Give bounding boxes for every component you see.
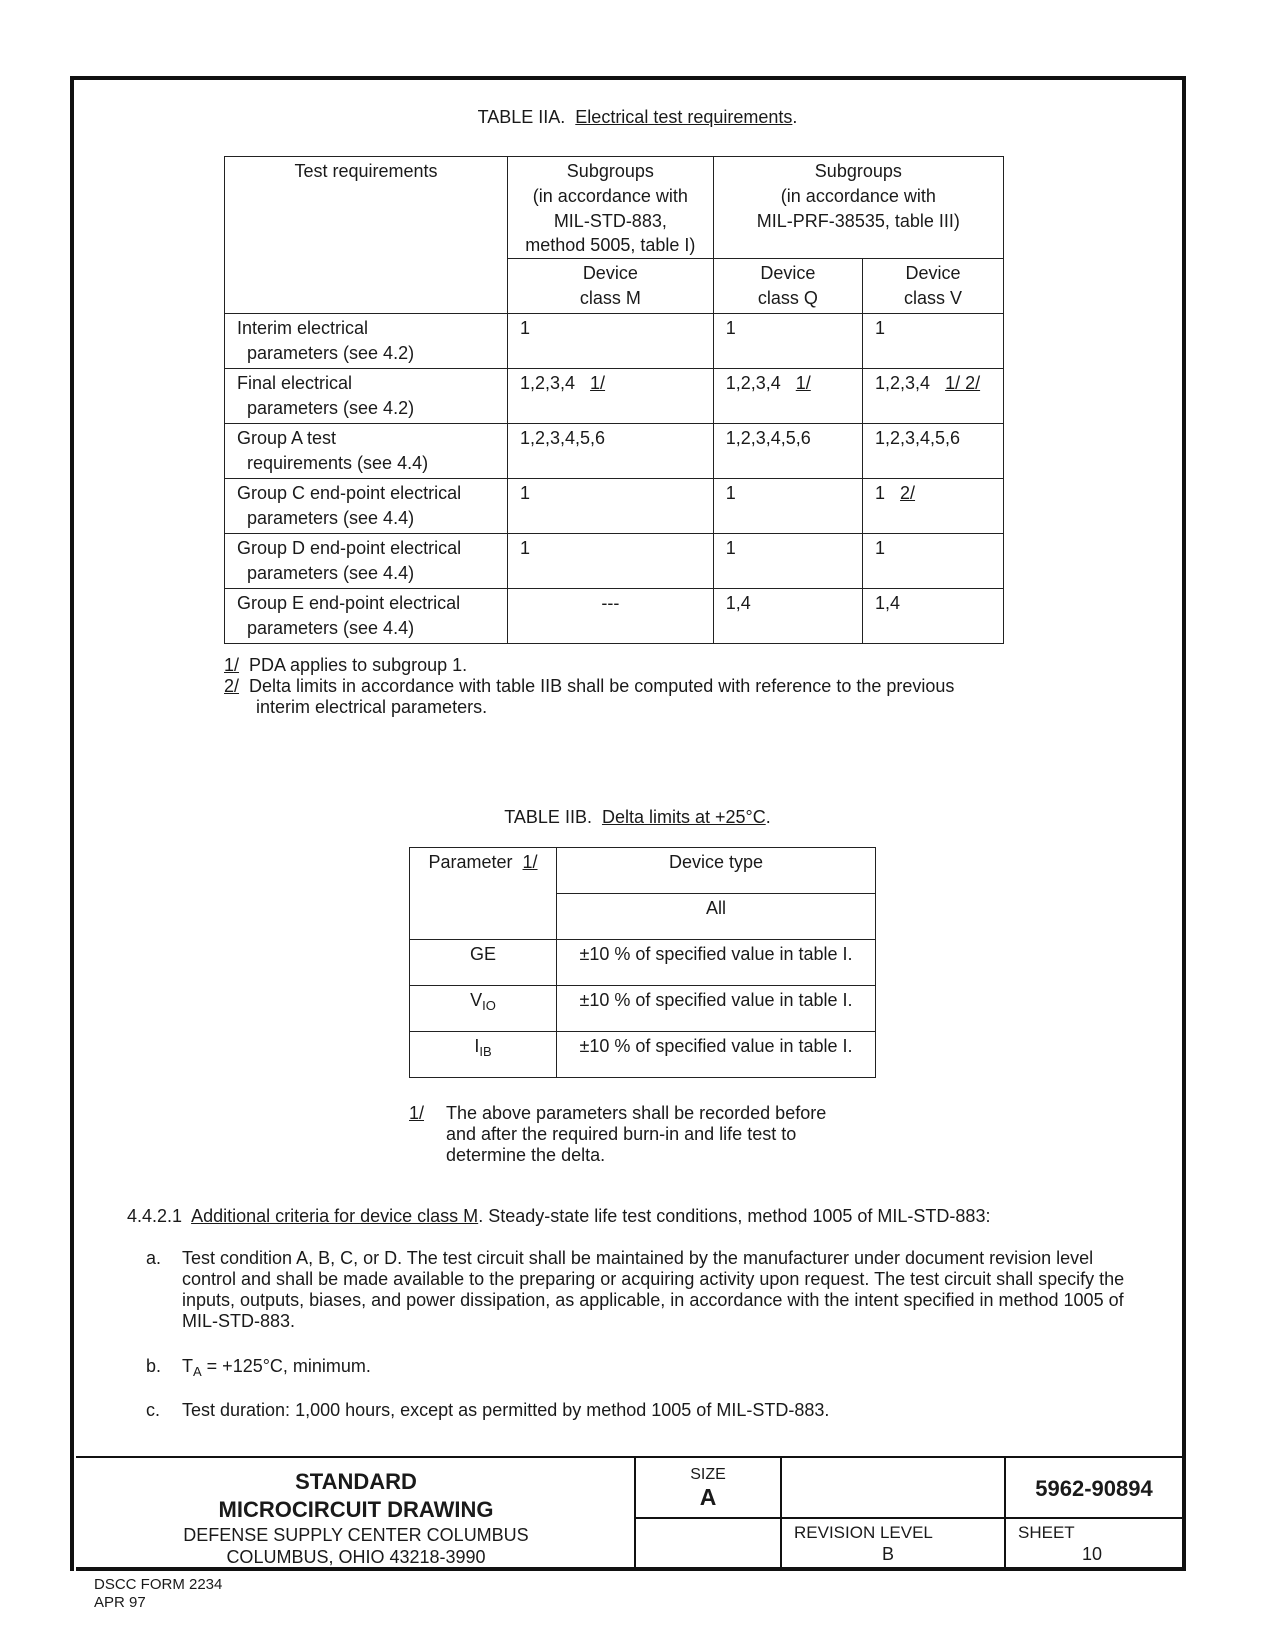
table-row <box>410 940 876 986</box>
param-symbol: V <box>470 990 483 1010</box>
req-line: parameters (see 4.2) <box>247 343 415 363</box>
class-q-value: 1 <box>725 483 736 503</box>
limit-text: ±10 % of specified value in table I. <box>579 990 853 1010</box>
header-class-v <box>863 259 1004 314</box>
hdr-38535-line: MIL-PRF-38535, table III) <box>756 211 960 231</box>
class-m-value: --- <box>601 593 620 613</box>
footer-title-line-1: STANDARD <box>295 1469 417 1494</box>
class-q-cell <box>713 589 862 644</box>
table-2a-caption-period: . <box>792 107 798 127</box>
form-line-1: DSCC FORM 2234 <box>94 1576 223 1593</box>
hdr-883-line: MIL-STD-883, <box>553 211 667 231</box>
table-2b-label: TABLE IIB. <box>504 807 592 827</box>
footnote-ref: 2/ <box>900 483 916 503</box>
hdr-class-q-line: class Q <box>757 288 818 308</box>
class-m-value: 1 <box>519 483 530 503</box>
class-m-cell <box>507 424 713 479</box>
blank-cell <box>782 1458 1006 1519</box>
note-line: determine the delta. <box>446 1145 606 1165</box>
req-cell <box>225 534 508 589</box>
param-subscript: IO <box>482 998 496 1013</box>
item-a-label: a. <box>146 1248 162 1268</box>
sheet-label: SHEET <box>1018 1523 1075 1542</box>
revision-value: B <box>882 1544 895 1564</box>
class-m-value: 1 <box>519 318 530 338</box>
note-mark: 2/ <box>224 676 240 696</box>
header-subgroups-38535 <box>713 157 1003 259</box>
temp-value: = +125°C, minimum. <box>201 1356 371 1376</box>
req-cell <box>225 424 508 479</box>
class-v-value: 1 <box>875 318 886 338</box>
req-cell <box>225 589 508 644</box>
section-title: Additional criteria for device class M <box>191 1206 479 1226</box>
header-all-text: All <box>705 898 726 918</box>
param-symbol: I <box>474 1036 480 1056</box>
class-q-value: 1,2,3,4 <box>725 373 781 393</box>
section-heading <box>127 1206 990 1227</box>
table-row <box>225 479 1004 534</box>
req-line: parameters (see 4.2) <box>247 398 415 418</box>
req-line: Group E end-point electrical <box>237 593 461 613</box>
limit-cell <box>557 1032 876 1078</box>
param-subscript: IB <box>479 1044 492 1059</box>
table-2a-label: TABLE IIA. <box>477 107 566 127</box>
header-subgroups-883 <box>507 157 713 259</box>
note-1 <box>224 655 954 676</box>
class-m-value: 1,2,3,4,5,6 <box>519 428 606 448</box>
req-line: Final electrical <box>237 373 353 393</box>
class-q-value: 1 <box>725 318 736 338</box>
table-2a-caption <box>0 107 1275 128</box>
hdr-38535-line: (in accordance with <box>780 186 936 206</box>
drawing-number-cell <box>1006 1458 1182 1519</box>
req-line: requirements (see 4.4) <box>247 453 429 473</box>
blank-cell-lower <box>636 1519 782 1567</box>
header-class-q <box>713 259 862 314</box>
limit-text: ±10 % of specified value in table I. <box>579 1036 853 1056</box>
class-v-cell <box>863 314 1004 369</box>
note-2 <box>224 676 954 697</box>
hdr-883-line: (in accordance with <box>532 186 688 206</box>
class-v-value: 1 <box>875 483 886 503</box>
form-line-2: APR 97 <box>94 1594 146 1611</box>
header-device-type-text: Device type <box>668 852 764 872</box>
item-a-line: MIL-STD-883. <box>182 1311 296 1331</box>
class-v-value: 1,2,3,4 <box>875 373 931 393</box>
hdr-class-q-line: Device <box>760 263 816 283</box>
table-row <box>225 369 1004 424</box>
class-q-cell <box>713 479 862 534</box>
form-number <box>94 1576 222 1612</box>
header-test-requirements-text: Test requirements <box>294 161 438 181</box>
footer-org-line-2: COLUMBUS, OHIO 43218-3990 <box>226 1547 486 1567</box>
param-cell <box>410 986 557 1032</box>
section-number: 4.4.2.1 <box>127 1206 183 1226</box>
footnote-ref: 1/ <box>522 852 538 872</box>
size-label: SIZE <box>690 1466 726 1483</box>
limit-cell <box>557 986 876 1032</box>
revision-label: REVISION LEVEL <box>794 1523 933 1542</box>
table-2b-caption-period: . <box>765 807 771 827</box>
class-m-cell <box>507 534 713 589</box>
class-m-value: 1 <box>519 538 530 558</box>
footnote-ref: 1/ <box>795 373 811 393</box>
req-line: parameters (see 4.4) <box>247 563 415 583</box>
req-line: parameters (see 4.4) <box>247 618 415 638</box>
item-c-text: Test duration: 1,000 hours, except as permitted by method 1005 of MIL-STD-883. <box>182 1400 830 1420</box>
limit-cell <box>557 940 876 986</box>
section-lead: . Steady-state life test conditions, method 1005 of MIL-STD-883: <box>478 1206 991 1226</box>
hdr-class-m-line: class M <box>579 288 641 308</box>
note-body <box>446 1103 866 1166</box>
table-row <box>410 986 876 1032</box>
note-text: PDA applies to subgroup 1. <box>249 655 468 675</box>
size-cell <box>636 1458 782 1519</box>
sheet-cell <box>1006 1519 1182 1567</box>
temp-symbol: T <box>182 1356 193 1376</box>
class-v-value: 1,4 <box>875 593 901 613</box>
header-parameter-text: Parameter <box>428 852 513 872</box>
table-row <box>225 534 1004 589</box>
req-line: Interim electrical <box>237 318 369 338</box>
class-v-cell <box>863 369 1004 424</box>
footer-title-line-2: MICROCIRCUIT DRAWING <box>218 1497 494 1522</box>
table-2b-title: Delta limits at +25°C <box>601 807 766 827</box>
table-row <box>225 314 1004 369</box>
table-2a-notes <box>224 655 954 718</box>
limit-text: ±10 % of specified value in table I. <box>579 944 853 964</box>
req-line: parameters (see 4.4) <box>247 508 415 528</box>
note-text-continued: interim electrical parameters. <box>256 697 488 717</box>
class-v-value: 1,2,3,4,5,6 <box>875 428 961 448</box>
hdr-class-v-line: Device <box>905 263 961 283</box>
req-line: Group D end-point electrical <box>237 538 462 558</box>
class-v-value: 1 <box>875 538 886 558</box>
sheet-value: 10 <box>1082 1544 1103 1564</box>
footer-org-line-1: DEFENSE SUPPLY CENTER COLUMBUS <box>183 1525 529 1545</box>
class-m-cell <box>507 589 713 644</box>
class-q-value: 1,2,3,4,5,6 <box>725 428 811 448</box>
param-symbol: GE <box>469 944 496 964</box>
class-m-cell <box>507 479 713 534</box>
class-v-cell <box>863 479 1004 534</box>
req-cell <box>225 314 508 369</box>
temp-subscript: A <box>193 1364 202 1379</box>
title-block-drawing-info <box>76 1458 636 1567</box>
class-q-value: 1,4 <box>725 593 751 613</box>
item-a-line: inputs, outputs, biases, and power dissipation, as applicable, in accordance with the intent specified in method 1005 of <box>182 1290 1124 1310</box>
size-value: A <box>699 1484 717 1510</box>
class-q-cell <box>713 534 862 589</box>
note-line: The above parameters shall be recorded before <box>446 1103 827 1123</box>
class-q-cell <box>713 314 862 369</box>
param-cell <box>410 940 557 986</box>
hdr-38535-line: Subgroups <box>814 161 902 181</box>
class-q-value: 1 <box>725 538 736 558</box>
class-q-cell <box>713 369 862 424</box>
table-2b-caption <box>0 807 1275 828</box>
header-all <box>557 894 876 940</box>
class-m-cell <box>507 369 713 424</box>
param-cell <box>410 1032 557 1078</box>
table-row <box>225 424 1004 479</box>
class-v-cell <box>863 589 1004 644</box>
item-c-label: c. <box>146 1400 161 1420</box>
req-line: Group A test <box>237 428 337 448</box>
drawing-number: 5962-90894 <box>1035 1476 1153 1501</box>
table-row <box>410 1032 876 1078</box>
note-mark: 1/ <box>224 655 240 675</box>
table-2b <box>409 847 876 1078</box>
header-device-type <box>557 848 876 894</box>
note-mark: 1/ <box>409 1103 425 1123</box>
class-v-cell <box>863 424 1004 479</box>
revision-cell <box>782 1519 1006 1567</box>
item-b-label: b. <box>146 1356 162 1376</box>
footnote-ref: 1/ 2/ <box>945 373 981 393</box>
req-line: Group C end-point electrical <box>237 483 462 503</box>
table-2a-title: Electrical test requirements <box>575 107 793 127</box>
class-m-value: 1,2,3,4 <box>519 373 576 393</box>
hdr-883-line: method 5005, table I) <box>525 235 696 255</box>
item-b-text <box>182 1356 371 1382</box>
item-a-line: Test condition A, B, C, or D. The test circuit shall be maintained by the manufacturer under document revision level <box>182 1248 1094 1268</box>
hdr-883-line: Subgroups <box>566 161 654 181</box>
footnote-ref: 1/ <box>590 373 606 393</box>
header-class-m <box>507 259 713 314</box>
class-q-cell <box>713 424 862 479</box>
title-block <box>76 1456 1186 1571</box>
note-line: and after the required burn-in and life test to <box>446 1124 797 1144</box>
req-cell <box>225 479 508 534</box>
note-text: Delta limits in accordance with table IIB shall be computed with reference to the previous <box>249 676 955 696</box>
class-v-cell <box>863 534 1004 589</box>
item-a-text <box>182 1248 1182 1332</box>
table-2a <box>224 156 1004 644</box>
class-m-cell <box>507 314 713 369</box>
header-parameter <box>410 848 557 940</box>
req-cell <box>225 369 508 424</box>
hdr-class-v-line: class V <box>903 288 963 308</box>
table-row <box>225 589 1004 644</box>
header-test-requirements <box>225 157 508 314</box>
hdr-class-m-line: Device <box>582 263 638 283</box>
item-a-line: control and shall be made available to the preparing or acquiring activity upon request. The test circuit shall specify the <box>182 1269 1125 1289</box>
